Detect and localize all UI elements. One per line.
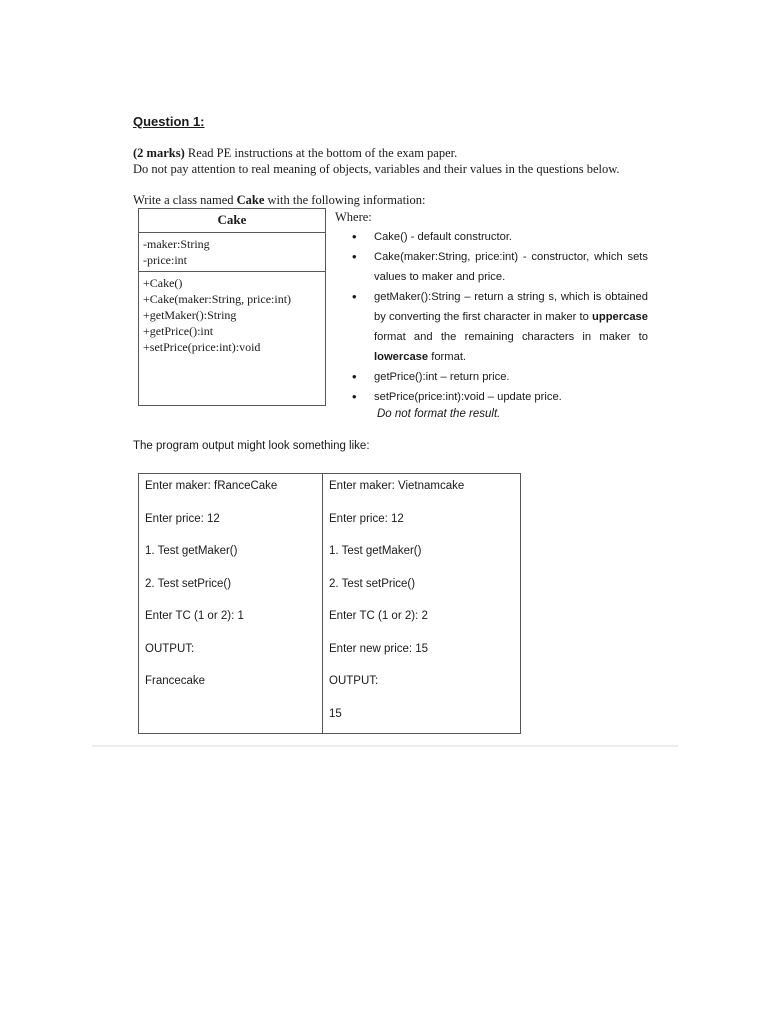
bullet-param-constructor: • Cake(maker:String, price:int) - constructor, which sets values to maker and price. [352, 247, 648, 287]
sample-output-table [138, 473, 521, 734]
bullet-getmaker-text-3: format. [428, 351, 467, 363]
task-statement [133, 193, 426, 208]
uml-operation: +getPrice():int [143, 324, 214, 338]
output-line: Enter TC (1 or 2): 1 [145, 610, 244, 622]
bullet-getmaker-text-2: format and the remaining characters in maker to [374, 331, 648, 343]
format-note: Do not format the result. [377, 408, 501, 420]
task-prefix: Write a class named [133, 193, 237, 207]
output-line: OUTPUT: [329, 675, 379, 687]
uml-attribute: -price:int [143, 253, 187, 267]
output-line: 2. Test setPrice() [329, 577, 416, 590]
sample-output-case-1 [139, 474, 323, 733]
method-description-list [352, 227, 648, 407]
uml-operation: +setPrice(price:int):void [143, 340, 261, 354]
output-line: Enter maker: fRanceCake [145, 480, 278, 492]
marks-label: (2 marks) [133, 146, 185, 160]
uml-operation: +Cake(maker:String, price:int) [143, 292, 292, 306]
uml-attribute: -maker:String [143, 237, 210, 251]
bullet-getmaker-bold-lowercase: lowercase [374, 351, 429, 363]
bullet-getmaker [352, 287, 648, 367]
where-label: Where: [335, 210, 372, 224]
output-line: 15 [329, 707, 342, 720]
output-line: Enter new price: 15 [329, 642, 429, 655]
output-line: Francecake [145, 675, 206, 687]
intro-line-1 [133, 146, 457, 161]
bullet-getmaker-bold-uppercase: uppercase [592, 311, 648, 323]
task-class-name: Cake [236, 193, 265, 207]
task-suffix: with the following information: [264, 193, 426, 207]
uml-class-diagram [138, 208, 326, 406]
bullet-getmaker-text-1: getMaker():String – return a string s, which is obtained by converting the first character in maker to [374, 291, 648, 323]
output-line: Enter maker: Vietnamcake [329, 480, 465, 492]
uml-operations [139, 272, 325, 355]
output-line: 2. Test setPrice() [145, 577, 232, 590]
bullet-getprice: • getPrice():int – return price. [352, 367, 648, 387]
sample-output-case-2 [323, 474, 520, 733]
output-intro: The program output might look something like: [133, 440, 370, 452]
output-line: Enter price: 12 [329, 512, 404, 525]
output-line: Enter TC (1 or 2): 2 [329, 610, 428, 622]
intro-line-2: Do not pay attention to real meaning of objects, variables and their values in the questions below. [133, 162, 620, 176]
output-line: Enter price: 12 [145, 512, 220, 525]
output-line: 1. Test getMaker() [329, 545, 422, 557]
uml-attributes [139, 233, 325, 272]
output-line: 1. Test getMaker() [145, 545, 238, 557]
output-line: OUTPUT: [145, 642, 195, 655]
intro-line-1-text: Read PE instructions at the bottom of the exam paper. [184, 146, 458, 160]
page-divider [92, 745, 678, 747]
uml-operation: +Cake() [143, 276, 183, 290]
uml-class-title: Cake [139, 209, 325, 233]
bullet-default-constructor: • Cake() - default constructor. [352, 227, 648, 247]
bullet-setprice: • setPrice(price:int):void – update price. [352, 387, 648, 407]
uml-operation: +getMaker():String [143, 308, 237, 322]
question-heading: Question 1: [133, 114, 205, 129]
